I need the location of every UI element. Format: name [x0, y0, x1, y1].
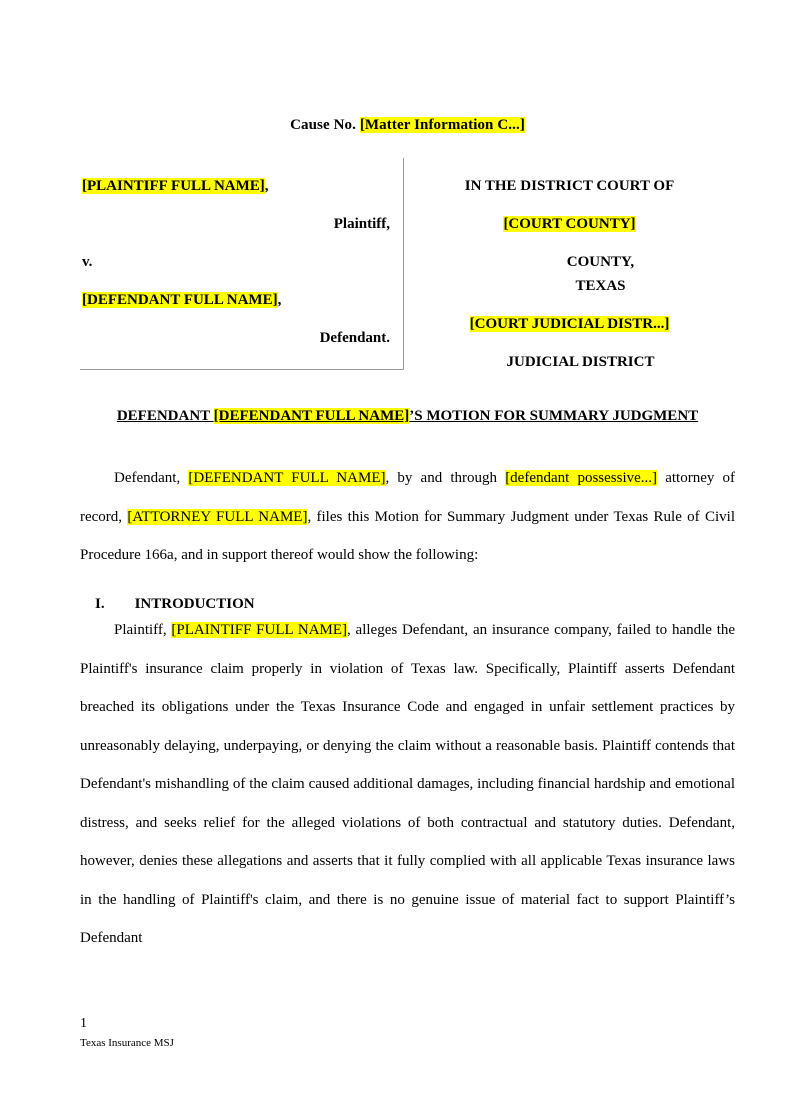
- caption-right-cell: [404, 158, 735, 370]
- judicial-district-number-line: [404, 316, 735, 333]
- plaintiff-full-name-placeholder[interactable]: [PLAINTIFF FULL NAME]: [82, 178, 265, 194]
- plaintiff-name-line: [82, 178, 269, 195]
- intro-paragraph: [80, 459, 735, 575]
- cause-number-label: Cause No.: [290, 117, 360, 133]
- title-defendant-placeholder[interactable]: [DEFENDANT FULL NAME]: [213, 408, 410, 424]
- plaintiff-role-label: Plaintiff,: [333, 216, 390, 232]
- defendant-name-comma: ,: [277, 292, 282, 308]
- introduction-body-paragraph: [80, 611, 735, 958]
- judicial-district-label: JUDICIAL DISTRICT: [506, 354, 655, 370]
- case-caption-table: [80, 158, 735, 370]
- court-judicial-district-placeholder[interactable]: [COURT JUDICIAL DISTR...]: [469, 316, 670, 332]
- court-county-line: [404, 216, 735, 233]
- defendant-full-name-placeholder[interactable]: [DEFENDANT FULL NAME]: [82, 292, 278, 308]
- footer-page-number: 1: [80, 1016, 87, 1031]
- intro-defendant-placeholder[interactable]: [DEFENDANT FULL NAME]: [188, 470, 386, 486]
- attorney-full-name-placeholder[interactable]: [ATTORNEY FULL NAME]: [127, 508, 308, 525]
- defendant-role-label: Defendant.: [319, 330, 390, 346]
- intro-text-3: attorney of record,: [80, 470, 736, 525]
- versus-label: v.: [82, 254, 93, 270]
- document-title: [80, 407, 735, 426]
- district-court-line: IN THE DISTRICT COURT OF: [464, 178, 675, 194]
- document-title-part2: ’S MOTION FOR SUMMARY JUDGMENT: [409, 408, 699, 424]
- plaintiff-name-comma: ,: [264, 178, 269, 194]
- para-one-text-1: Plaintiff,: [114, 622, 172, 638]
- section-heading-label: INTRODUCTION: [134, 596, 255, 612]
- intro-text-1: Defendant,: [114, 470, 189, 486]
- defendant-possessive-placeholder[interactable]: [defendant possessive...]: [505, 470, 658, 486]
- section-number: I.: [95, 596, 105, 612]
- para-one-text-2: , alleges Defendant, an insurance company, failed to handle the Plaintiff's insurance claim properly in violation of Texas law. Specifically, Plaintiff asserts Defendant breached its obligations under the Texas Insurance Code and engaged in unfair settlement practices by unreasonably delaying, underpaying, or denying the claim without a reasonable basis. Plaintiff contends that Defendant's mishandling of the claim caused additional damages, including financial hardship and emotional distress, and seeks relief for the alleged violations of both contractual and statutory duties. Defendant, however, denies these allegations and asserts that it fully complied with all applicable Texas insurance laws in the handling of Plaintiff's claim, and there is no genuine issue of material fact to support Plaintiff’s Defendant: [80, 622, 736, 946]
- court-county-placeholder[interactable]: [COURT COUNTY]: [503, 216, 636, 232]
- matter-information-placeholder[interactable]: [Matter Information C...]: [359, 117, 525, 133]
- footer-document-name: Texas Insurance MSJ: [80, 1037, 174, 1049]
- caption-left-cell: [80, 158, 404, 370]
- document-title-part1: DEFENDANT: [116, 408, 214, 424]
- intro-text-2: , by and through: [385, 470, 506, 486]
- county-label: COUNTY,: [566, 254, 635, 270]
- state-label: TEXAS: [575, 278, 626, 294]
- cause-number-line: [80, 117, 735, 134]
- section-tab-space: [105, 596, 135, 612]
- defendant-name-line: [82, 292, 281, 309]
- intro-text-4: , files this Motion for Summary Judgment under Texas Rule of Civil Procedure 166a, and in support thereof would show the following:: [80, 508, 735, 563]
- para-one-plaintiff-placeholder[interactable]: [PLAINTIFF FULL NAME]: [171, 622, 348, 638]
